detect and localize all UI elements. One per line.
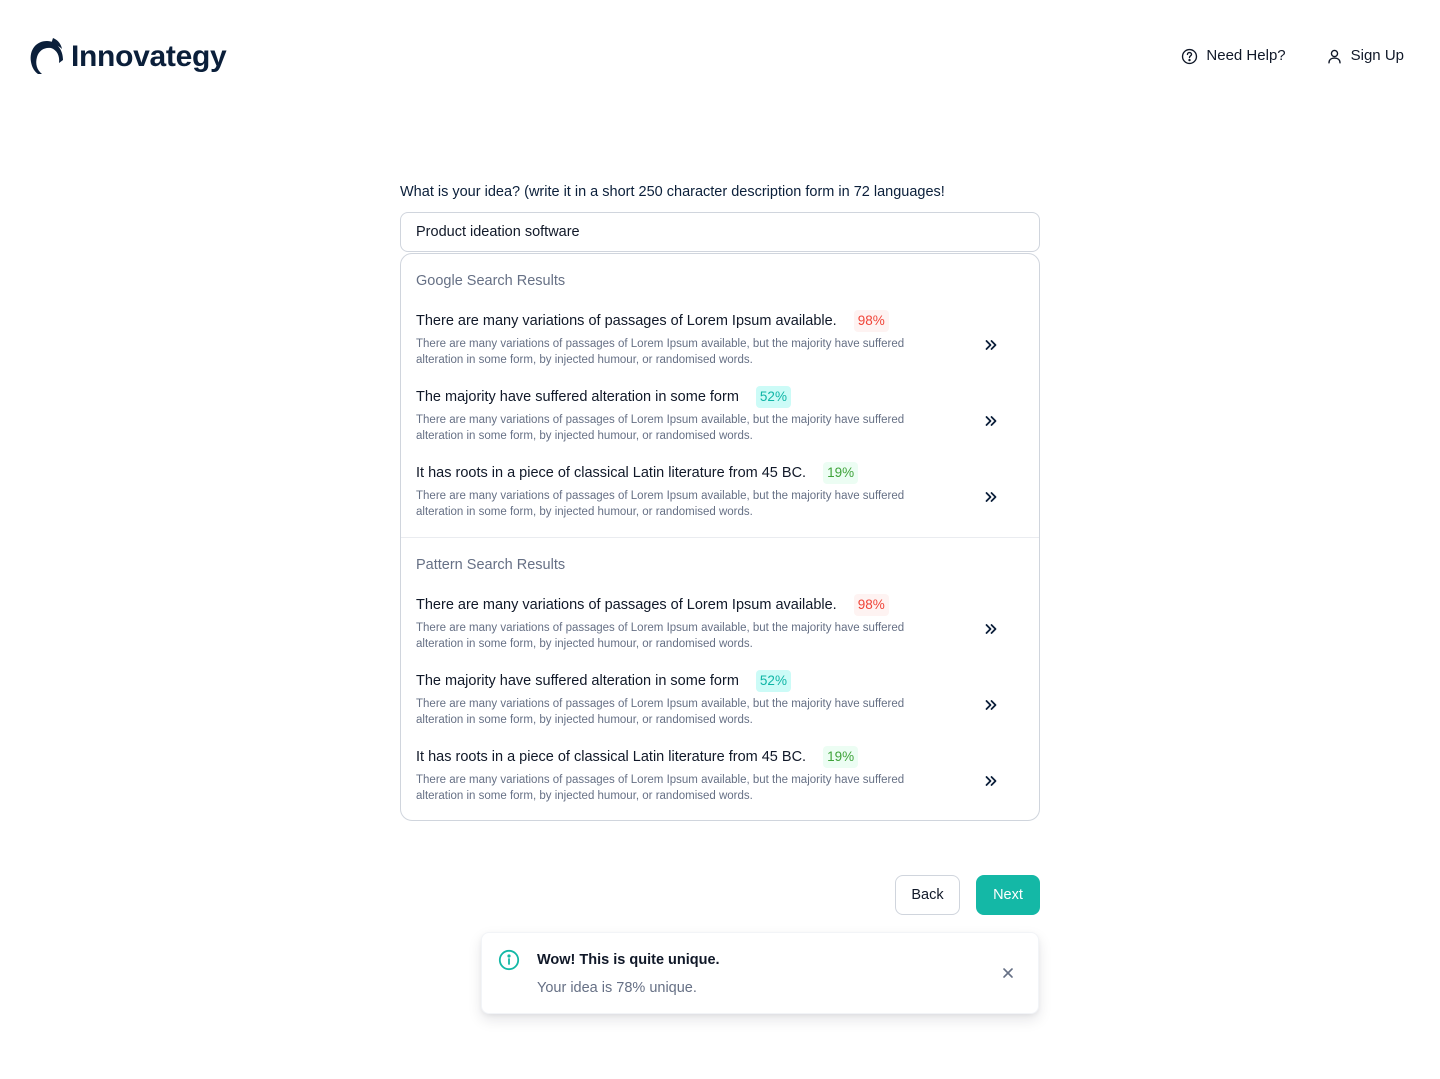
chevrons-right-icon [982, 336, 1000, 354]
sign-up-link[interactable] [1326, 46, 1404, 66]
idea-form [400, 183, 1040, 821]
result-item[interactable] [416, 310, 1024, 386]
brand-name: Innovategy [71, 40, 227, 73]
result-title: It has roots in a piece of classical Latin literature from 45 BC. [416, 465, 807, 481]
google-results-section [401, 254, 1039, 537]
result-item[interactable] [416, 670, 1024, 746]
user-icon [1326, 48, 1343, 65]
result-item[interactable] [416, 386, 1024, 462]
result-description: There are many variations of passages of Lorem Ipsum available, but the majority have suffered alteration in some form, by injected humour, or randomised words. [416, 774, 905, 802]
idea-input[interactable] [400, 212, 1040, 252]
brand-logo[interactable] [27, 38, 226, 76]
result-title: There are many variations of passages of Lorem Ipsum available. [416, 313, 837, 329]
result-title: There are many variations of passages of Lorem Ipsum available. [416, 597, 837, 613]
result-description: There are many variations of passages of Lorem Ipsum available, but the majority have suffered alteration in some form, by injected humour, or randomised words. [416, 622, 905, 650]
info-circle-icon [498, 949, 520, 971]
toast-title: Wow! This is quite unique. [537, 952, 720, 968]
header-nav [1181, 46, 1404, 66]
toast-message: Your idea is 78% unique. [537, 980, 697, 996]
need-help-label: Need Help? [1206, 47, 1286, 64]
result-item[interactable] [416, 594, 1024, 670]
close-icon [1000, 965, 1016, 981]
similarity-badge: 52% [756, 386, 791, 408]
uniqueness-toast [481, 932, 1039, 1014]
open-result-button[interactable] [982, 488, 1000, 506]
sign-up-label: Sign Up [1350, 47, 1404, 64]
result-description: There are many variations of passages of Lorem Ipsum available, but the majority have suffered alteration in some form, by injected humour, or randomised words. [416, 698, 905, 726]
result-item[interactable] [416, 462, 1024, 538]
need-help-link[interactable] [1181, 46, 1285, 66]
result-title: The majority have suffered alteration in some form [416, 673, 739, 689]
pattern-results-section [401, 537, 1039, 820]
result-description: There are many variations of passages of Lorem Ipsum available, but the majority have suffered alteration in some form, by injected humour, or randomised words. [416, 338, 905, 366]
pattern-results-title: Pattern Search Results [416, 557, 566, 573]
google-results-list [416, 310, 1024, 538]
close-toast-button[interactable] [1000, 965, 1016, 981]
chevrons-right-icon [982, 772, 1000, 790]
idea-field-label: What is your idea? (write it in a short 250 character description form in 72 languages! [400, 184, 945, 200]
similarity-badge: 19% [823, 462, 858, 484]
google-results-title: Google Search Results [416, 273, 566, 289]
open-result-button[interactable] [982, 620, 1000, 638]
chevrons-right-icon [982, 488, 1000, 506]
back-button[interactable]: Back [895, 875, 960, 915]
help-circle-icon [1181, 48, 1198, 65]
open-result-button[interactable] [982, 696, 1000, 714]
similarity-badge: 19% [823, 746, 858, 768]
result-description: There are many variations of passages of Lorem Ipsum available, but the majority have suffered alteration in some form, by injected humour, or randomised words. [416, 490, 905, 518]
pattern-results-list [416, 594, 1024, 821]
open-result-button[interactable] [982, 412, 1000, 430]
result-description: There are many variations of passages of Lorem Ipsum available, but the majority have suffered alteration in some form, by injected humour, or randomised words. [416, 414, 905, 442]
open-result-button[interactable] [982, 772, 1000, 790]
result-item[interactable] [416, 746, 1024, 821]
chevrons-right-icon [982, 412, 1000, 430]
next-button[interactable]: Next [976, 875, 1040, 915]
result-title: It has roots in a piece of classical Latin literature from 45 BC. [416, 749, 807, 765]
similarity-badge: 52% [756, 670, 791, 692]
chevrons-right-icon [982, 620, 1000, 638]
innovategy-logo-mark-icon [27, 38, 63, 76]
similarity-badge: 98% [854, 594, 889, 616]
result-title: The majority have suffered alteration in some form [416, 389, 739, 405]
form-actions [895, 875, 1040, 915]
chevrons-right-icon [982, 696, 1000, 714]
search-results-panel [400, 253, 1040, 821]
open-result-button[interactable] [982, 336, 1000, 354]
top-bar [0, 0, 1440, 115]
similarity-badge: 98% [854, 310, 889, 332]
